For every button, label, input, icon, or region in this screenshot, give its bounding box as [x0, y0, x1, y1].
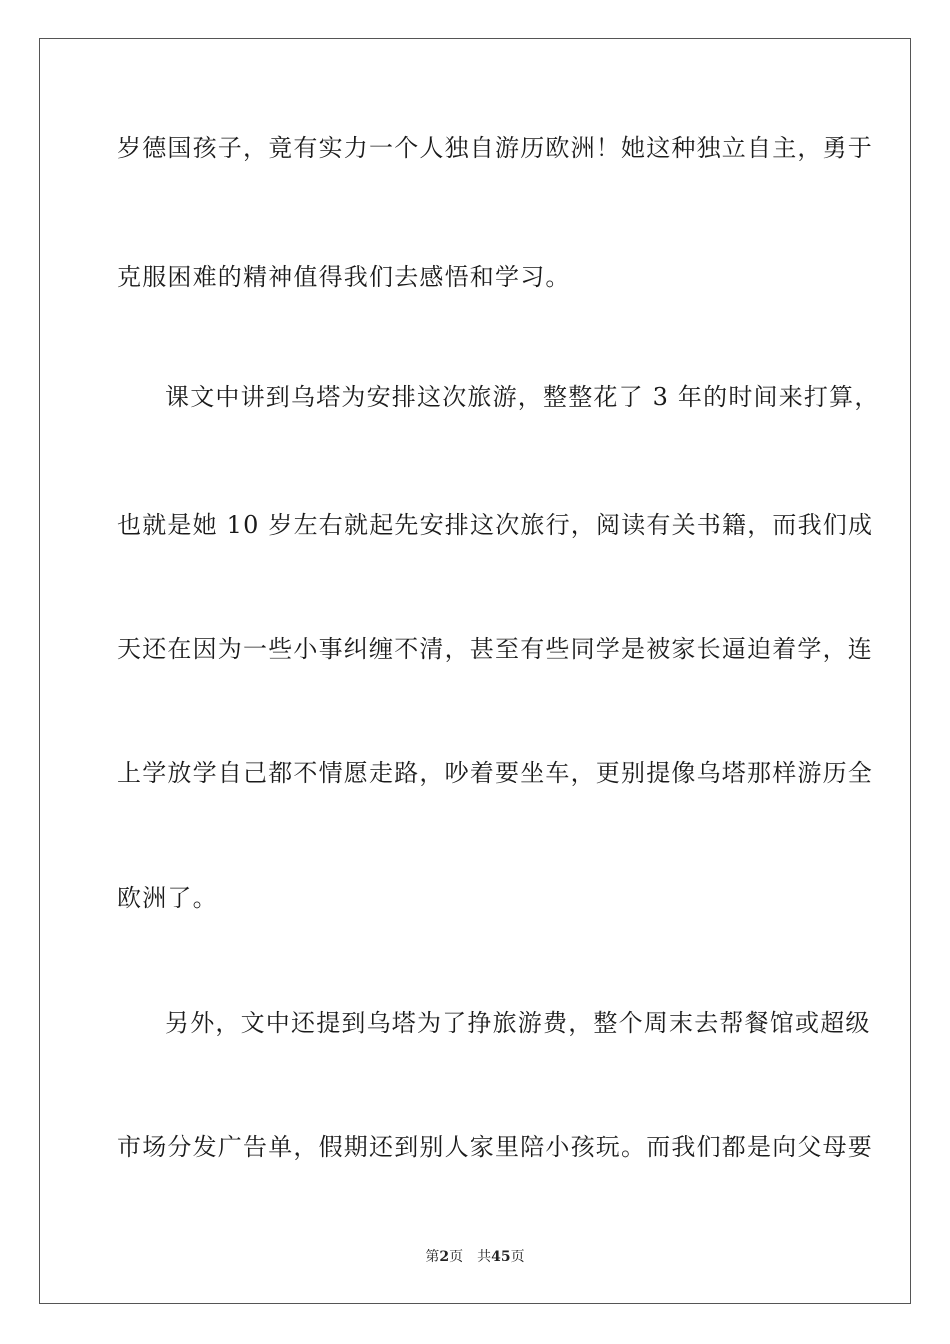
paragraph-line: 另外，文中还提到乌塔为了挣旅游费，整个周末去帮餐馆或超级 — [165, 1009, 871, 1037]
footer-total-suffix: 页 — [510, 1249, 525, 1265]
paragraph-line: 市场分发广告单，假期还到别人家里陪小孩玩。而我们都是向父母要 — [117, 1133, 873, 1161]
footer-total-prefix: 共 — [477, 1249, 492, 1265]
paragraph-line: 也就是她 10 岁左右就起先安排这次旅行，阅读有关书籍，而我们成 — [117, 511, 874, 539]
paragraph-line: 岁德国孩子，竟有实力一个人独自游历欧洲！她这种独立自主，勇于 — [117, 134, 873, 162]
paragraph-line: 欧洲了。 — [117, 884, 218, 912]
footer-page-prefix: 第 — [425, 1249, 440, 1265]
footer-total-pages: 45 — [491, 1249, 511, 1265]
paragraph-line: 课文中讲到乌塔为安排这次旅游，整整花了 3 年的时间来打算， — [165, 383, 880, 411]
page-border — [39, 38, 911, 1304]
footer-page-suffix: 页 — [449, 1249, 464, 1265]
paragraph-line: 克服困难的精神值得我们去感悟和学习。 — [117, 263, 571, 291]
paragraph-line: 上学放学自己都不情愿走路，吵着要坐车，更别提像乌塔那样游历全 — [117, 759, 873, 787]
page-footer — [0, 1248, 950, 1266]
footer-page-number: 2 — [439, 1249, 450, 1265]
paragraph-line: 天还在因为一些小事纠缠不清，甚至有些同学是被家长逼迫着学，连 — [117, 635, 873, 663]
